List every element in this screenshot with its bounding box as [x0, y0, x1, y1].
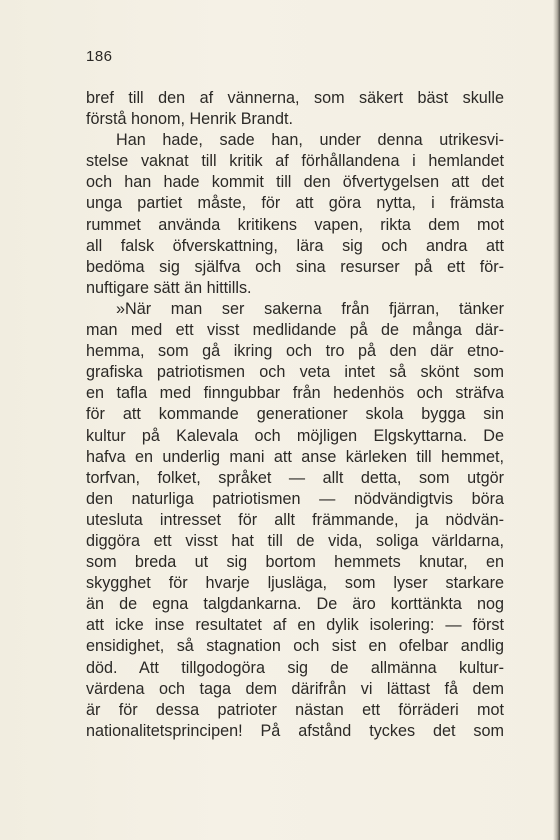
text-line: all falsk öfverskattning, lära sig och andra att — [86, 236, 504, 255]
text-line: »När man ser sakerna från fjärran, tänker — [116, 299, 504, 318]
text-line: grafiska patriotismen och veta intet så skönt som — [86, 363, 504, 382]
text-line: att icke inse resultatet af en dylik isolering: — först — [86, 616, 504, 635]
text-line: och han hade kommit till den öfvertygelsen att det — [86, 173, 504, 192]
text-line: en tafla med finngubbar från hedenhös och sträfva — [86, 384, 504, 403]
text-line: än de egna talgdankarna. De äro korttänkta nog — [86, 595, 504, 614]
text-line: bref till den af vännerna, som säkert bäst skulle — [86, 89, 504, 107]
text-line: kultur på Kalevala och möjligen Elgskyttarna. De — [86, 426, 504, 445]
text-line: hafva en underlig mani att anse kärleken till hemmet, — [86, 447, 504, 466]
text-line: värdena och taga dem därifrån vi lättast få dem — [86, 679, 504, 698]
text-line: nationalitetsprincipen! På afstånd tyckes det som — [86, 721, 504, 740]
text-line: diggöra ett visst hat till de vida, soliga världarna, — [86, 531, 504, 550]
text-line: unga partiet måste, för att göra nytta, i främsta — [86, 194, 504, 213]
text-line: nuftigare sätt än hittills. — [86, 278, 252, 297]
text-line: rummet använda kritikens vapen, rikta dem mot — [86, 215, 504, 234]
text-line: ensidighet, så stagnation och sist en ofelbar andlig — [86, 637, 504, 656]
text-line: stelse vaknat till kritik af förhållandena i hemlandet — [86, 152, 504, 171]
text-line: den naturliga patriotismen — nödvändigtvis böra — [86, 489, 504, 508]
text-line: utesluta intresset för allt främmande, ja nödvän- — [86, 510, 504, 529]
text-line: man med ett visst medlidande på de många där- — [86, 321, 504, 340]
text-line: torfvan, folket, språket — allt detta, som utgör — [86, 468, 504, 487]
text-line: skygghet för hvarje ljusläga, som lyser starkare — [86, 574, 504, 593]
text-line: för att kommande generationer skola bygga sin — [86, 405, 504, 424]
text-line: hemma, som gå ikring och tro på den där etno- — [86, 342, 504, 361]
text-line: Han hade, sade han, under denna utrikesvi- — [116, 131, 504, 150]
text-line: bedöma sig själfva och sina resurser på ett för- — [86, 257, 504, 276]
page-edge-shadow — [553, 0, 560, 840]
body-text — [86, 88, 504, 742]
page-number: 186 — [86, 48, 113, 65]
text-line: död. Att tillgodogöra sig de allmänna kultur- — [86, 658, 504, 677]
text-line: är för dessa patrioter nästan ett förräderi mot — [86, 700, 504, 719]
text-line: förstå honom, Henrik Brandt. — [86, 110, 293, 129]
text-line: som breda ut sig bortom hemmets knutar, en — [86, 553, 504, 572]
